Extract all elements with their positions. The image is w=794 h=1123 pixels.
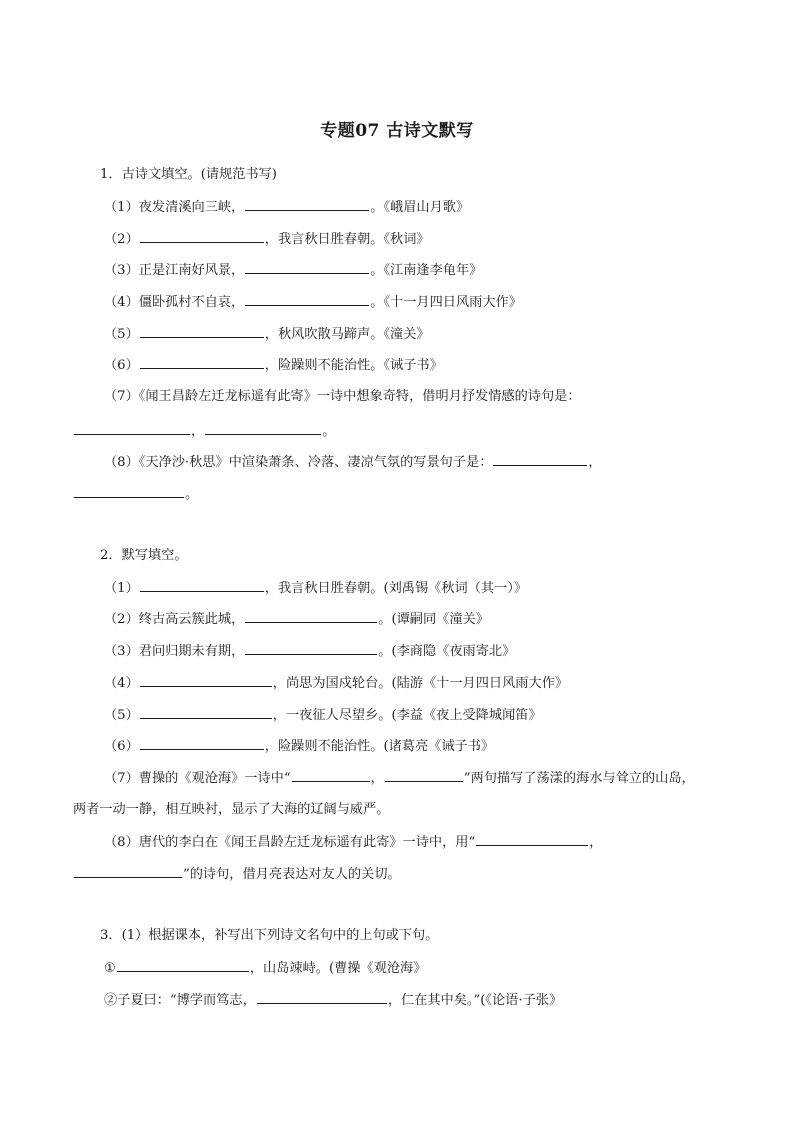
s2-question-1 <box>104 578 527 599</box>
s1-question-5 <box>104 324 430 345</box>
s2-question-2 <box>104 609 489 630</box>
s1-q1-suffix: 。《峨眉山月歌》 <box>370 200 470 215</box>
s2-q3-blank[interactable] <box>245 641 377 655</box>
s2-q2-suffix: 。(谭嗣同《潼关》 <box>378 612 489 627</box>
s2-q2-blank[interactable] <box>245 609 377 623</box>
s2-q6-blank[interactable] <box>140 736 264 750</box>
s1-q1-blank[interactable] <box>245 197 369 211</box>
s2-q4-suffix: ，尚思为国戍轮台。(陆游《十一月四日风雨大作》 <box>272 676 569 691</box>
s2-question-7 <box>104 768 695 789</box>
s2-q3-suffix: 。(李商隐《夜雨寄北》 <box>378 644 516 659</box>
s1-question-7-answer <box>73 421 335 442</box>
s1-q6-suffix: ，险躁则不能治性。《诫子书》 <box>264 358 443 373</box>
s1-q8-separator: ， <box>588 455 602 470</box>
s2-question-3 <box>104 641 515 662</box>
s2-q5-suffix: ，一夜征人尽望乡。(李益《夜上受降城闻笛》 <box>272 708 542 723</box>
s2-q3-prefix: （3）君问归期未有期， <box>104 644 245 659</box>
s2-question-6 <box>104 736 494 757</box>
s3-question-2 <box>104 990 562 1011</box>
s2-q1-prefix: （1） <box>104 581 139 596</box>
s2-q7-blank-1[interactable] <box>292 768 370 782</box>
s3-q1-blank[interactable] <box>117 958 249 972</box>
s1-q2-suffix: ，我言秋日胜春朝。《秋词》 <box>264 232 430 247</box>
s1-q4-suffix: 。《十一月四日风雨大作》 <box>370 295 522 310</box>
s1-q8-blank-1[interactable] <box>493 452 587 466</box>
s2-q7-separator: ， <box>370 771 384 786</box>
s2-q2-prefix: （2）终古高云簇此城， <box>104 612 245 627</box>
s1-q3-prefix: （3）正是江南好风景， <box>104 263 245 278</box>
s2-q1-blank[interactable] <box>140 578 264 592</box>
s1-q7-blank-2[interactable] <box>205 421 321 435</box>
s3-q2-suffix: ，仁在其中矣。”(《论语·子张》 <box>387 993 563 1008</box>
s2-q8-separator: ， <box>589 835 603 850</box>
s1-q8-blank-2[interactable] <box>74 484 184 498</box>
s1-q5-prefix: （5） <box>104 327 139 342</box>
s2-question-8 <box>104 832 602 853</box>
s3-q1-suffix: ，山岛竦峙。(曹操《观沧海》 <box>249 961 427 976</box>
s3-q2-prefix: ②子夏曰：“博学而笃志， <box>104 993 256 1008</box>
s2-q7-blank-2[interactable] <box>385 768 463 782</box>
s1-q6-blank[interactable] <box>140 355 264 369</box>
s1-q5-suffix: ，秋风吹散马蹄声。《潼关》 <box>264 327 430 342</box>
s1-q2-blank[interactable] <box>140 229 264 243</box>
s2-q6-suffix: ，险躁则不能治性。(诸葛亮《诫子书》 <box>264 739 495 754</box>
section-1-heading: 1．古诗文填空。(请规范书写) <box>100 167 277 182</box>
s1-question-6 <box>104 355 443 376</box>
section-2-heading: 2．默写填空。 <box>100 548 188 563</box>
s2-q4-prefix: （4） <box>104 676 139 691</box>
s2-question-7-continued: 两者一动一静，相互映衬，显示了大海的辽阔与威严。 <box>73 802 390 817</box>
section-3-heading: 3．(1）根据课本，补写出下列诗文名句中的上句或下句。 <box>100 928 439 943</box>
s2-question-8-answer <box>73 864 401 885</box>
s1-q3-suffix: 。《江南逢李龟年》 <box>370 263 483 278</box>
s2-q4-blank[interactable] <box>140 673 272 687</box>
s1-q7-separator: ， <box>191 424 205 439</box>
s1-question-2 <box>104 229 430 250</box>
s1-q6-prefix: （6） <box>104 358 139 373</box>
s2-q7-suffix: ”两句描写了荡漾的海水与耸立的山岛， <box>463 771 695 786</box>
s1-q8-end: 。 <box>185 487 199 502</box>
s1-question-8-answer <box>73 484 198 505</box>
s2-q8-prefix: （8）唐代的李白在《闻王昌龄左迁龙标遥有此寄》一诗中，用“ <box>104 835 476 850</box>
s2-q5-prefix: （5） <box>104 708 139 723</box>
s2-q5-blank[interactable] <box>140 705 272 719</box>
s2-question-5 <box>104 705 542 726</box>
s1-q8-prefix: （8）《天净沙·秋思》中渲染萧条、冷落、凄凉气氛的写景句子是： <box>104 455 493 470</box>
s2-q6-prefix: （6） <box>104 739 139 754</box>
s2-q7-prefix: （7）曹操的《观沧海》一诗中“ <box>104 771 291 786</box>
s1-q4-blank[interactable] <box>245 292 369 306</box>
s1-q7-end: 。 <box>322 424 336 439</box>
s3-q1-prefix: ① <box>104 961 116 976</box>
s1-question-8 <box>104 452 602 473</box>
s1-q1-prefix: （1）夜发清溪向三峡， <box>104 200 245 215</box>
s1-question-3 <box>104 260 482 281</box>
s2-q8-suffix: ”的诗句，借月亮表达对友人的关切。 <box>183 867 401 882</box>
s1-question-4 <box>104 292 522 313</box>
s1-q3-blank[interactable] <box>245 260 369 274</box>
s1-q5-blank[interactable] <box>140 324 264 338</box>
s1-q4-prefix: （4）僵卧孤村不自哀， <box>104 295 245 310</box>
s2-question-4 <box>104 673 568 694</box>
s3-question-1 <box>104 958 426 979</box>
s2-q8-blank-1[interactable] <box>476 832 588 846</box>
s2-q1-suffix: ，我言秋日胜春朝。(刘禹锡《秋词（其一）》 <box>264 581 528 596</box>
page-title: 专题07 古诗文默写 <box>320 121 474 141</box>
s1-q7-blank-1[interactable] <box>74 421 190 435</box>
s3-q2-blank[interactable] <box>257 990 387 1004</box>
s1-q2-prefix: （2） <box>104 232 139 247</box>
s1-question-7: （7）《闻王昌龄左迁龙标遥有此寄》一诗中想象奇特，借明月抒发情感的诗句是： <box>104 389 581 404</box>
s2-q8-blank-2[interactable] <box>74 864 182 878</box>
s1-question-1 <box>104 197 469 218</box>
